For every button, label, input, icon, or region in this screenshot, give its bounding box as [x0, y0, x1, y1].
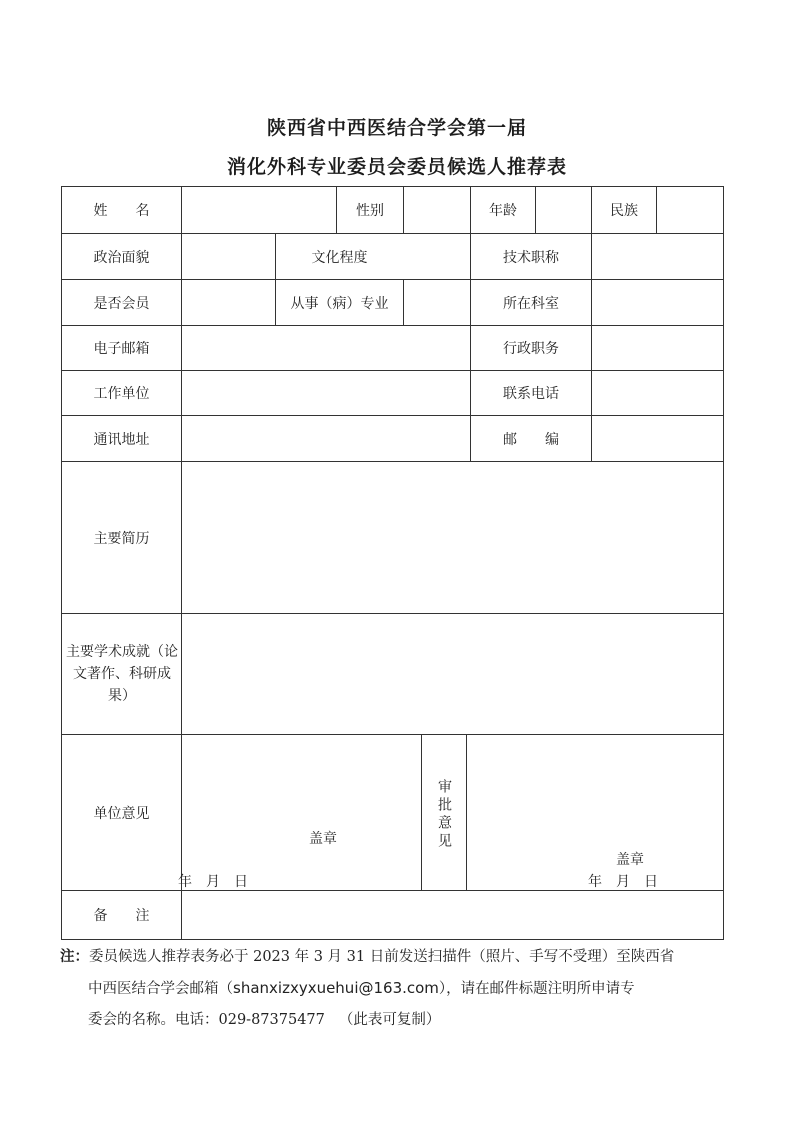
- footnote-scan-note: 扫描件: [427, 949, 472, 965]
- footnote: [60, 941, 740, 1036]
- label-postcode: 邮 编: [503, 431, 559, 448]
- department-field[interactable]: [592, 280, 723, 325]
- label-gender: 性别: [356, 203, 384, 219]
- footnote-line2: [60, 973, 740, 1005]
- label-remarks: 备 注: [93, 908, 150, 924]
- label-political-status: 政治面貌: [93, 249, 150, 266]
- ethnicity-field[interactable]: [657, 187, 723, 233]
- tech-title-field[interactable]: [592, 234, 723, 279]
- label-resume: 主要简历: [93, 530, 150, 547]
- email-field[interactable]: [182, 326, 470, 370]
- label-tech-title: 技术职称: [503, 249, 559, 266]
- label-email: 电子邮箱: [93, 341, 150, 357]
- is-member-field[interactable]: [182, 280, 275, 325]
- label-department: 所在科室: [503, 295, 559, 312]
- label-name: 姓 名: [93, 203, 150, 219]
- label-specialty: 从事（病）专业: [290, 295, 389, 312]
- approval-opinion-field[interactable]: [467, 735, 723, 890]
- label-age: 年龄: [489, 203, 517, 219]
- gender-field[interactable]: [404, 187, 470, 233]
- unit-seal-label: 盖章: [309, 831, 337, 847]
- approval-seal-label: 盖章: [616, 852, 644, 868]
- label-unit-opinion: 单位意见: [93, 805, 150, 822]
- approval-date-label: 年 月 日: [588, 874, 658, 890]
- admin-position-field[interactable]: [592, 326, 723, 370]
- education-field[interactable]: [404, 234, 470, 279]
- specialty-field[interactable]: [404, 280, 470, 325]
- remarks-field[interactable]: [182, 891, 723, 939]
- footnote-prefix: 注：: [60, 948, 89, 965]
- political-status-field[interactable]: [182, 234, 275, 279]
- footnote-text: 委员候选人推荐表务必于 2023 年 3 月 31 日前发送: [89, 949, 428, 965]
- phone-field[interactable]: [592, 371, 723, 415]
- label-ethnicity: 民族: [610, 203, 638, 219]
- label-education: 文化程度: [311, 249, 368, 266]
- label-phone: 联系电话: [503, 386, 559, 402]
- resume-field[interactable]: [182, 462, 723, 613]
- label-admin-position: 行政职务: [503, 341, 559, 357]
- form-title-line1: 陕西省中西医结合学会第一届: [266, 117, 527, 139]
- label-approval-opinion: 审批意见: [436, 779, 452, 851]
- form-title-line2: 消化外科专业委员会委员候选人推荐表: [226, 156, 567, 178]
- label-is-member: 是否会员: [93, 295, 150, 312]
- postcode-field[interactable]: [592, 416, 723, 461]
- footnote-text: （此表可复制）: [338, 1012, 441, 1028]
- label-achievements: 主要学术成就（论文著作、科研成果）: [66, 644, 178, 704]
- footnote-line1: [60, 941, 740, 973]
- unit-date-label: 年 月 日: [178, 874, 248, 890]
- footnote-text: 中西医结合学会邮箱（: [88, 981, 233, 997]
- contact-email-link[interactable]: shanxizxyxuehui@163.com: [233, 979, 439, 997]
- footnote-text: （照片、手写不受理）至陕西省: [471, 949, 675, 965]
- footnote-text: ），请在邮件标题注明所申请专: [438, 981, 635, 997]
- footnote-text: 委会的名称。电话：: [88, 1012, 219, 1028]
- label-work-unit: 工作单位: [93, 386, 150, 402]
- contact-phone: 029-87375477: [218, 1012, 325, 1028]
- address-field[interactable]: [182, 416, 470, 461]
- name-field[interactable]: [182, 187, 336, 233]
- footnote-line3: [60, 1005, 740, 1036]
- label-address: 通讯地址: [93, 431, 150, 448]
- unit-opinion-field[interactable]: [182, 735, 421, 890]
- achievements-field[interactable]: [182, 614, 723, 734]
- work-unit-field[interactable]: [182, 371, 470, 415]
- age-field[interactable]: [536, 187, 591, 233]
